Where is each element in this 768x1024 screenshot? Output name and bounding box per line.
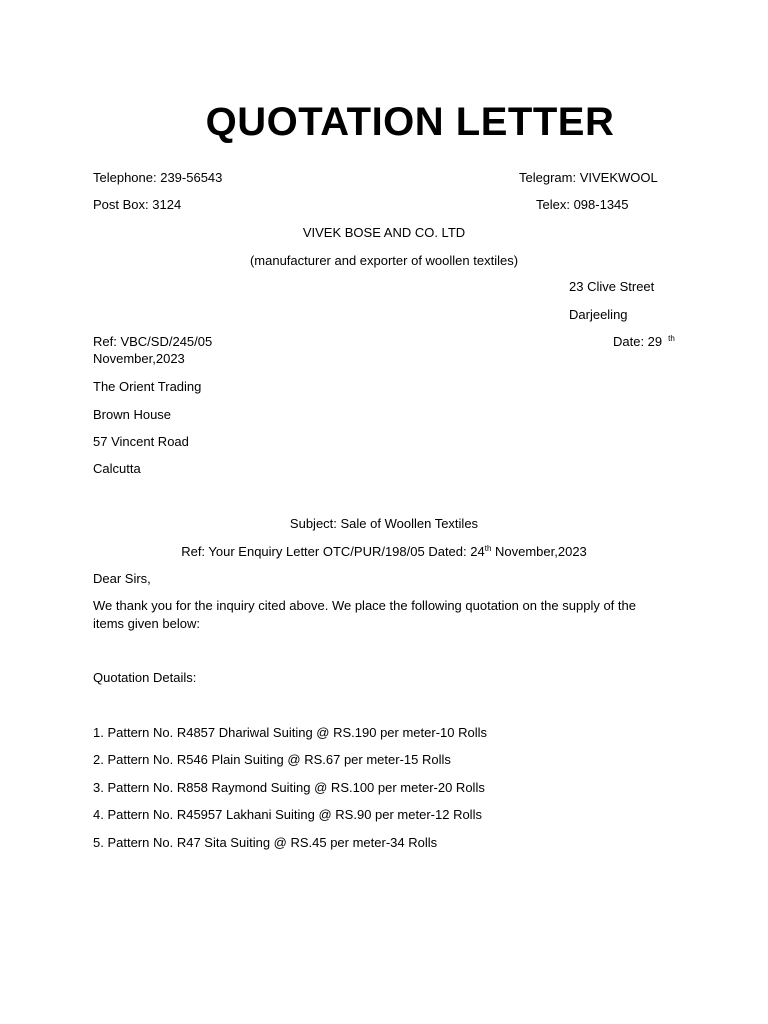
list-item: 5. Pattern No. R47 Sita Suiting @ RS.45 per meter-34 Rolls [93, 835, 438, 850]
quotation-heading: Quotation Details: [93, 670, 197, 685]
list-item: 4. Pattern No. R45957 Lakhani Suiting @ RS.90 per meter-12 Rolls [93, 807, 482, 822]
sender-address-line2: Darjeeling [569, 307, 628, 322]
reference-number: Ref: VBC/SD/245/05 [93, 334, 213, 349]
enquiry-ref-suffix: November,2023 [491, 544, 587, 559]
telex-text: Telex: 098-1345 [536, 197, 629, 212]
company-name: VIVEK BOSE AND CO. LTD [302, 225, 466, 240]
date-superscript: th [668, 334, 675, 343]
enquiry-reference [0, 544, 768, 560]
recipient-address-line2: 57 Vincent Road [93, 434, 189, 449]
body-paragraph: We thank you for the inquiry cited above. We place the following quotation on the supply of the items given below: [93, 598, 636, 631]
company-description: (manufacturer and exporter of woollen textiles) [249, 253, 519, 268]
letter-date [613, 334, 675, 350]
recipient-name: The Orient Trading [93, 379, 202, 394]
date-prefix: Date: 29 [613, 334, 663, 349]
recipient-address-line3: Calcutta [93, 461, 141, 476]
letter-date-continued: November,2023 [93, 351, 185, 366]
recipient-address-line1: Brown House [93, 407, 172, 422]
sender-address-line1: 23 Clive Street [569, 279, 655, 294]
telephone-text: Telephone: 239-56543 [93, 170, 223, 185]
telegram-text: Telegram: VIVEKWOOL [519, 170, 658, 185]
post-box-text: Post Box: 3124 [93, 197, 182, 212]
list-item: 2. Pattern No. R546 Plain Suiting @ RS.67 per meter-15 Rolls [93, 752, 451, 767]
enquiry-ref-superscript: th [484, 544, 492, 553]
page-title: QUOTATION LETTER [205, 100, 615, 144]
salutation: Dear Sirs, [93, 571, 151, 586]
subject-line: Subject: Sale of Woollen Textiles [289, 516, 479, 531]
enquiry-ref-prefix: Ref: Your Enquiry Letter OTC/PUR/198/05 Dated: 24 [181, 544, 485, 559]
list-item: 3. Pattern No. R858 Raymond Suiting @ RS.100 per meter-20 Rolls [93, 780, 485, 795]
list-item: 1. Pattern No. R4857 Dhariwal Suiting @ RS.190 per meter-10 Rolls [93, 725, 487, 740]
